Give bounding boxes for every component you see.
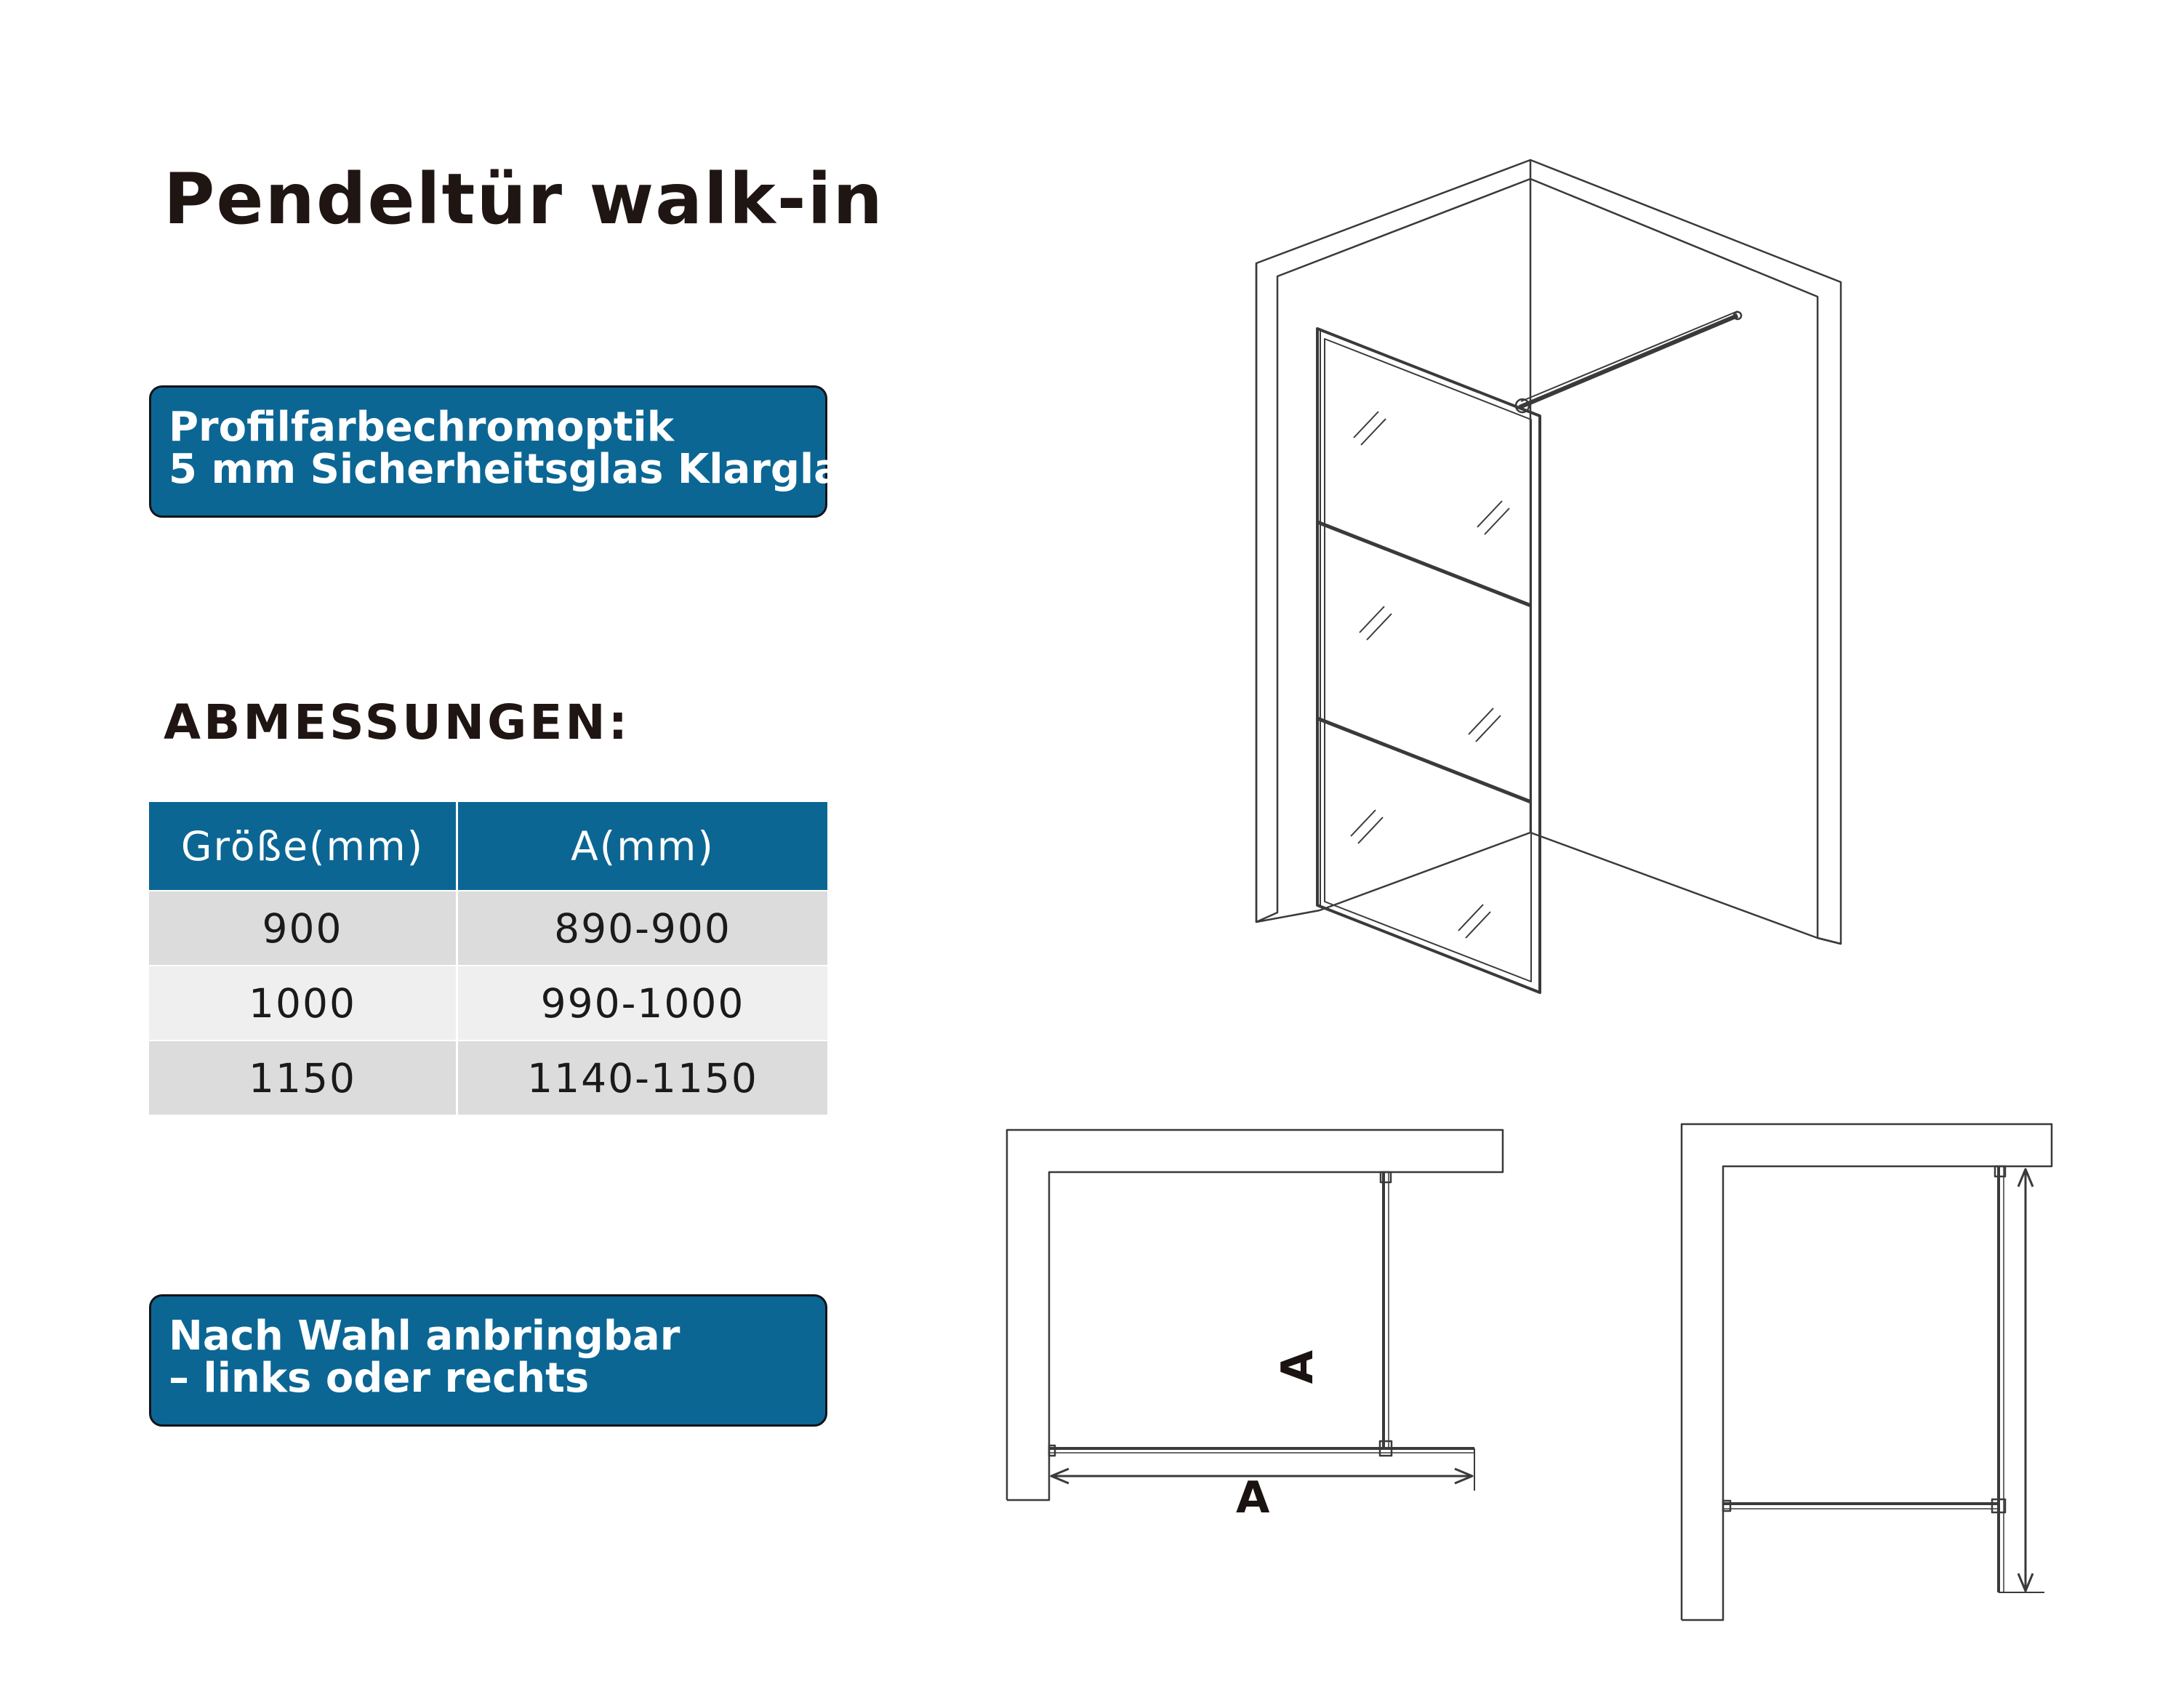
glass-type-text: 5 mm Sicherheitsglas Klarglas	[169, 446, 866, 493]
side-wall	[1682, 1124, 2052, 1620]
left-wall-bottom	[1256, 910, 1320, 922]
floor-line-left	[1320, 833, 1530, 910]
table-cell-size: 1150	[149, 1041, 457, 1115]
dimensions-heading: ABMESSUNGEN:	[164, 694, 630, 750]
table-cell-size: 1000	[149, 966, 457, 1041]
plan-view	[1007, 1130, 1503, 1500]
column-header-size: Größe(mm)	[149, 802, 457, 891]
plan-wall	[1007, 1130, 1503, 1500]
profile-color-text: Profilfarbechromoptik	[169, 404, 674, 451]
side-dimension-label: A	[1272, 1350, 1324, 1384]
table-cell-size: 900	[149, 891, 457, 966]
panel-bar-1	[1317, 522, 1531, 606]
right-wall-bottom	[1818, 938, 1841, 944]
panel-bar-2	[1317, 718, 1531, 802]
left-wall	[1256, 160, 1530, 922]
column-header-a: A(mm)	[457, 802, 828, 891]
mounting-line-2: – links oder rechts	[169, 1355, 590, 1402]
table-cell-a: 990-1000	[457, 966, 828, 1041]
floor-line-right	[1530, 833, 1818, 938]
stabilizer-bar	[1519, 316, 1738, 407]
mounting-line-1: Nach Wahl anbringbar	[169, 1312, 681, 1360]
side-view	[1682, 1124, 2052, 1620]
table-cell-a: 890-900	[457, 891, 828, 966]
plan-dimension-label: A	[1236, 1472, 1270, 1523]
glass-reflections	[1351, 412, 1509, 938]
isometric-shower-view	[1256, 160, 1841, 993]
right-wall	[1530, 160, 1841, 944]
stabilizer-bar-inner	[1521, 311, 1738, 401]
page-title: Pendeltür walk-in	[164, 159, 884, 240]
glass-panel-frame	[1317, 329, 1540, 993]
table-cell-a: 1140-1150	[457, 1041, 828, 1115]
